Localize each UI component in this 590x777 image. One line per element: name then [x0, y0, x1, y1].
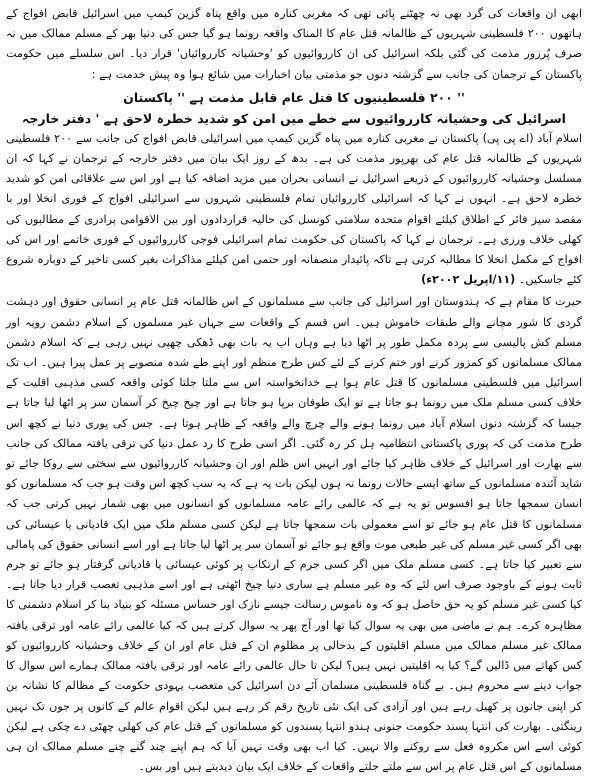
headline-foreign-office: اسرائیل کی وحشیانہ کارروائیوں سے خطے میں امن کو شدید خطرہ لاحق ہے ' دفتر خارجہ: [22, 110, 566, 126]
press-statement-paragraph: [6, 129, 582, 291]
article-intro-paragraph: ابھی ان واقعات کی گرد بھی نہ چھٹنے پائی تھی کہ مغربی کنارہ میں واقع پناہ گزین کیمپ میں اسرائیل قابض افواج کے ہاتھوں ۲۰۰ فلسطینی شہریوں کے ظالمانہ قتل عام کا المناک واقعہ رونما ہو گیا جس کی دنیا بھر کے مسلم ممالک میں نہ صرف پُرزور مذمت کی گئی بلکہ اسرائیل کی ان کارروائیوں کو 'وحشیانہ کارروائیاں' قرار دیا۔ اس سلسلے میں حکومت پاکستان کے ترجمان کی جانب سے گزشتہ دنوں جو مذمتی بیان اخبارات میں شائع ہوا وہ پیش خدمت ہے :: [6, 7, 582, 81]
press-statement-date: (۱۱/اپریل ۲۰۰۲ء): [421, 273, 516, 287]
headline-pakistan-condemnation: '' ۲۰۰ فلسطینیوں کا قتل عام قابل مذمت ہے '' پاکستان: [123, 89, 465, 105]
editorial-commentary-paragraph: حیرت کا مقام ہے کہ ہندوستان اور اسرائیل کی جانب سے مسلمانوں کے اس ظالمانہ قتل عام پر انسانی حقوق اور دہشت گردی کا شور مچانے والے طبقات خاموش ہیں۔ اس قسم کے واقعات سے جہاں غیر مسلموں کے اسلام دشمن رویہ اور مسلم کش پالیسی سے پردہ مکمل طور پر اٹھا دیا ہے وہاں اب یہ بات بھی ڈھکی چھپی نہیں رہی ہے کہ اسلام دشمن ممالک مسلمانوں کو کمزور کرنے اور ختم کرنے کے لئے کس طرح منظم اور اپنے طے شدہ منصوبے پر عمل پیرا ہیں۔ اب تک اسرائیل میں فلسطینی مسلمانوں کا قتل عام ہوا ہے خدانخواستہ اس سے ملتا جلتا کوئی واقعہ کسی مذہبی اقلیت کے خلاف کسی مسلم ملک میں رونما ہو جاتا ہے تو ایک طوفان برپا ہو جاتا ہے اور چیخ چیخ کر آسمان سر پر اٹھا لیا جاتا ہے جیسا کہ گزشتہ دنوں اسلام آباد میں رونما ہونے والے چرچ والے واقعہ کے ظاہر ہوتا ہے۔ جس کی پوری دنیا نے کچھ اس طرح مذمت کی کہ پوری پاکستانی انتظامیہ ہل کر رہ گئی۔ اگر اسی طرح کا رد عمل دنیا کی ترقی یافتہ ممالک کی جانب سے بھارت اور اسرائیل کے خلاف ظاہر کیا جائے اور انہیں اس ظلم اور ان وحشیانہ کارروائیوں سے سختی سے روکا جائے تو شاید آئندہ مسلمانوں کے ساتھ ایسے حالات رونما نہ ہوں لیکن بات یہ ہے کہ یہ سب کچھ اس وقت ہو جب کہ مسلمانوں کو انسان سمجھا جاتا ہو افسوس تو یہ ہے کہ عالمی رائے عامہ مسلمانوں کو انسانوں میں بھی شمار نہیں کرتی جب کہ مسلمانوں کا قتل عام ہو جائے تو اسے معمولی بات سمجھا جاتا ہے لیکن کسی مسلم ملک میں ایک قادیانی یا عیسائی کی بھی اگر کسی غیر مسلم کی غیر طبعی موت واقع ہو جائے تو آسمان سر پر اٹھا لیا جاتا ہے اور اسے انسانی حقوق کی پامالی سے تعبیر کیا جاتا ہے۔ کسی مسلم ملک میں اگر کسی جرم کے ارتکاب پر کوئی عیسائی یا قادیانی گرفتار ہو جائے تو جرم ثابت ہونے کے باوجود صرف اس لئے کہ وہ غیر مسلم ہے ساری دنیا چیخ اٹھتی ہے اور اسے مذہبی تعصب قرار دیا جاتا ہے۔ کیا کسی غیر مسلم کو یہ حق حاصل ہو کہ وہ ناموس رسالت جیسے نازک اور حساس مسئلہ کو بنیاد بنا کر اسلام دشمنی کا مظاہرہ کرے۔ ہم نے ماضی میں بھی یہ سوال کیا تھا اور آج پھر یہ سوال کرتے ہیں کہ کیا عالمی رائے عامہ اور ترقی یافتہ ممالک غیر مسلم ممالک میں مسلم اقلیتوں کے بدحالی پر مظلوم ان کے قتل عام اور ان کے خلاف وحشیانہ کارروائیوں کو کس کھاتے میں ڈالیں گے؟ کیا یہ اقلیتیں نہیں ہیں؟ لیکن تا حال عالمی رائے عامہ اور ترقی یافتہ ممالک ہمارے اس سوال کا جواب دینے سے محروم ہیں۔ بے گناہ فلسطینی مسلمان آئے دن اسرائیل کی متعصب یہودی حکومت کے مظالم کا نشانہ بن کر اپنی جانوں پر کھیل رہے ہیں اور آزادی کی ایک نئی تاریخ رقم کر رہے ہیں لیکن اقوام عالم کے کانوں پر جوں تک نہیں رینگتی۔ بھارت کی انتہا پسند حکومت جنونی ہندو انتہا پسندوں کو مسلمانوں کے قتل عام کی کھلی چھٹی دے چکی ہے لیکن کوئی اسے اس مکروہ فعل سے روکنے والا نہیں۔ کیا اب بھی وقت نہیں آیا کہ ہم اپنے چند گنے چنے مسلم ممالک ان ہی مسلمانوں کے اس قتل عام پر اس سے ملتے جلتے واقعات کے خلاف ایک بیان دیدیتے ہیں اور بس۔: [6, 295, 582, 774]
press-statement-text: اسلام آباد (اے پی پی) پاکستان نے مغربی کنارہ میں پناہ گزین کیمپ میں اسرائیلی قابض افواج کی جانب سے ۲۰۰ فلسطینی شہریوں کے ظالمانہ قتل عام کی بھرپور مذمت کی ہے۔ بدھ کے روز ایک بیان میں دفتر خارجہ کے ترجمان نے کہا کہ ان مسلسل وحشیانہ کارروائیوں کے ذریعے اسرائیل نے انسانی بحران میں مزید اضافہ کیا ہے اور اس سے علاقائی امن کو شدید خطرہ لاحق ہے۔ انہوں نے کہا کہ اسرائیلی کارروائیاں تمام فلسطینی شہروں سے اسرائیلی افواج کے فوری انخلا اور با مقصد سیز فائر کے اطلاق کیلئے اقوام متحدہ سلامتی کونسل کی حالیہ قراردادوں اور بین الاقوامی برادری کے مطالبوں کی کھلی خلاف ورزی ہے۔ ترجمان نے کہا کہ پاکستان کی حکومت تمام اسرائیلی فوجی کارروائیوں کے فوری خاتمے اور اس کی افواج کے مکمل انخلا کا مطالبہ کرتی ہے تاکہ پائیدار منصفانہ اور حتمی امن کیلئے مذاکرات بغیر کسی تاخیر کے دوبارہ شروع کئے جاسکیں۔: [6, 131, 582, 287]
